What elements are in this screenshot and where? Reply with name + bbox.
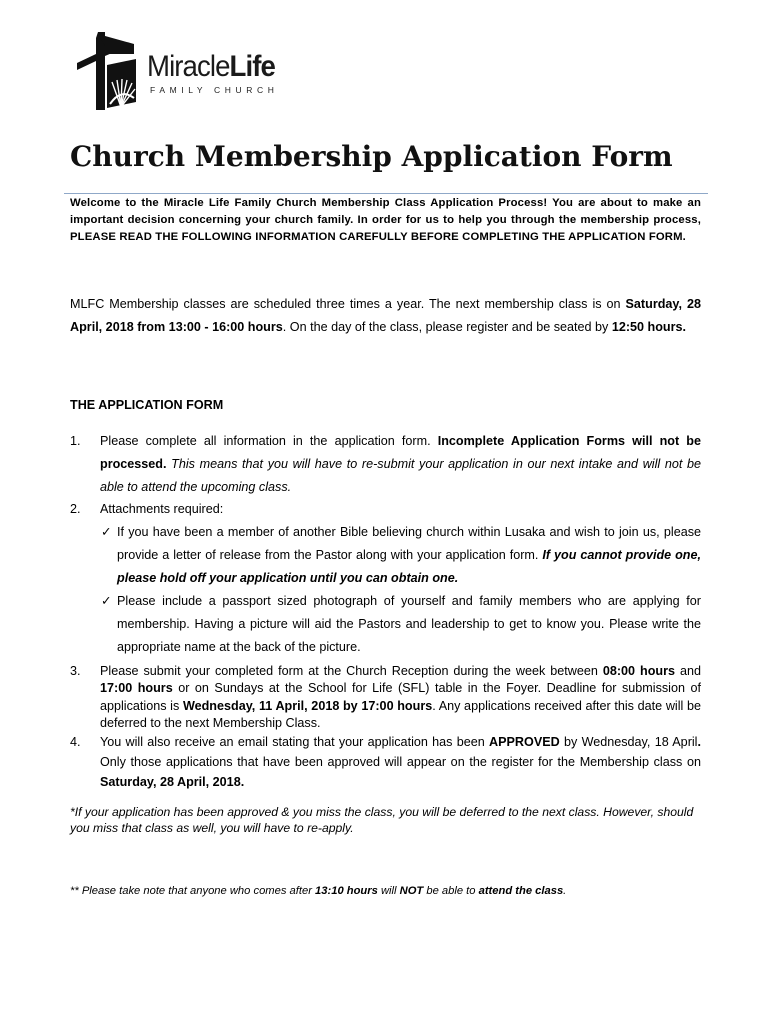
logo-name-bold: Life — [229, 50, 275, 83]
note2-text-3: be able to — [423, 885, 479, 897]
list-item-3 — [70, 663, 701, 732]
note2-text-1: ** Please take note that anyone who comes after — [70, 885, 316, 897]
item-1-italic: This means that you will have to re-submit your application in our next intake and will not be able to attend the upcoming class. — [100, 457, 701, 494]
list-number: 4. — [70, 735, 81, 750]
item-3-bold-1: 08:00 hours — [602, 664, 676, 678]
attachment-photo — [100, 590, 701, 659]
item-4-bold-3: Saturday, 28 April, 2018. — [100, 775, 245, 790]
logo-name-light: Miracle — [147, 50, 230, 83]
note2-text-2: will — [377, 885, 400, 897]
item-3-text-4: . Any applications received after this date will be deferred to the next Membership Class. — [100, 698, 701, 730]
list-item-1 — [70, 430, 701, 499]
item-3-text-3: or on Sundays at the School for Life (SFL) table in the Foyer. Deadline for submission of applications is — [100, 681, 701, 713]
deferral-note: *If your application has been approved & you miss the class, you will be deferred to the next class. However, should you miss that class as well, you will have to re-apply. — [70, 805, 694, 835]
item-2-text: Attachments required: — [100, 502, 224, 516]
note2-bold-3: attend the class — [478, 885, 564, 897]
item-1-bold: Incomplete Application Forms will not be processed. — [100, 434, 701, 471]
item-1-text: Please complete all information in the application form. — [100, 434, 438, 448]
schedule-paragraph — [70, 293, 701, 339]
note2-bold-1: 13:10 hours — [315, 885, 378, 897]
instructions-list — [70, 430, 701, 792]
logo-wordmark — [147, 50, 275, 84]
checkmark-icon: ✓ — [101, 525, 112, 539]
item-4-bold-1: APPROVED — [489, 735, 560, 750]
section-heading: THE APPLICATION FORM — [70, 398, 224, 412]
item-3-bold-3: Wednesday, 11 April, 2018 by 17:00 hours — [182, 698, 433, 713]
title-divider — [64, 193, 708, 194]
item-3-text-2: and — [675, 664, 701, 678]
attachment-letter-bold: If you cannot provide one, please hold off your application until you can obtain one. — [117, 548, 701, 585]
attachment-letter — [100, 521, 701, 590]
logo-subtitle: FAMILY CHURCH — [150, 85, 279, 95]
item-3-bold-2: 17:00 hours — [100, 681, 173, 696]
schedule-date: Saturday, 28 April, 2018 from 13:00 - 16:00 hours — [70, 297, 701, 334]
attachment-photo-text: Please include a passport sized photograph of yourself and family members who are applying for membership. Having a picture will aid the Pastors and leadership to get to know you. Please write the appropriate name at the back of the picture. — [117, 594, 701, 654]
list-item-2 — [70, 498, 701, 659]
item-4-text-3: Only those applications that have been approved will appear on the register for the Membership class on — [100, 755, 701, 770]
page-title: Church Membership Application Form — [70, 140, 673, 173]
schedule-text-2: . On the day of the class, please register and be seated by — [282, 320, 612, 334]
schedule-time: 12:50 hours. — [611, 320, 687, 334]
late-arrival-note — [70, 885, 701, 897]
note2-text-4: . — [563, 885, 567, 897]
note2-bold-2: NOT — [399, 885, 424, 897]
item-4-text-2: by Wednesday, 18 April — [559, 735, 698, 750]
list-number: 2. — [70, 502, 81, 516]
attachment-letter-text: If you have been a member of another Bible believing church within Lusaka and wish to join us, please provide a letter of release from the Pastor along with your application form. — [117, 525, 701, 562]
item-3-text-1: Please submit your completed form at the Church Reception during the week between — [100, 664, 603, 678]
list-number: 1. — [70, 434, 81, 448]
list-number: 3. — [70, 664, 81, 678]
intro-paragraph: Welcome to the Miracle Life Family Church Membership Class Application Process! You are about to make an important decision concerning your church family. In order for us to help you through the membership process, PLEASE READ THE FOLLOWING INFORMATION CAREFULLY BEFORE COMPLETING THE APPLICATION FORM. — [70, 197, 701, 243]
cross-sunrise-icon — [74, 32, 144, 114]
item-4-text-1: You will also receive an email stating that your application has been — [100, 735, 490, 750]
list-item-4 — [70, 732, 701, 792]
schedule-text-1: MLFC Membership classes are scheduled three times a year. The next membership class is on — [70, 297, 626, 311]
checkmark-icon: ✓ — [101, 594, 112, 608]
church-logo — [74, 32, 314, 114]
item-4-bold-2: . — [697, 735, 701, 750]
